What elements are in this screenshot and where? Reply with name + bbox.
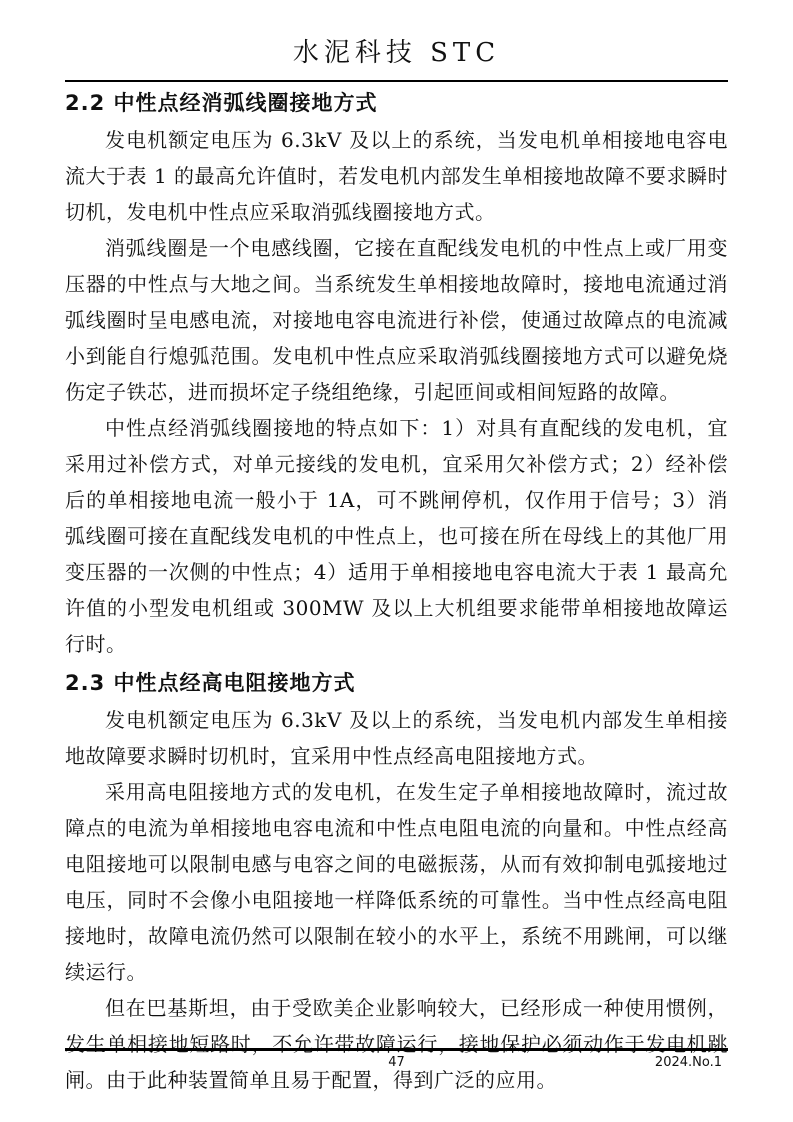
- journal-title: 水泥科技 STC: [292, 38, 501, 68]
- paragraph: 但在巴基斯坦，由于受欧美企业影响较大，已经形成一种使用惯例，发生单相接地短路时，不允许带故障运行，接地保护必须动作于发电机跳闸。由于此种装置简单且易于配置，得到广泛的应用。: [65, 996, 728, 1092]
- header-rule: [65, 80, 728, 82]
- paragraph: 发电机额定电压为 6.3kV 及以上的系统，当发电机单相接地电容电流大于表 1 的最高允许值时，若发电机内部发生单相接地故障不要求瞬时切机，发电机中性点应采取消弧线圈接地方式。: [65, 128, 728, 224]
- page-number: 47: [388, 1055, 405, 1070]
- footer-row: [65, 1051, 728, 1075]
- paragraph: 采用高电阻接地方式的发电机，在发生定子单相接地故障时，流过故障点的电流为单相接地电容电流和中性点电阻电流的向量和。中性点经高电阻接地可以限制电感与电容之间的电磁振荡，从而有效抑制电弧接地过电压，同时不会像小电阻接地一样降低系统的可靠性。当中性点经高电阻接地时，故障电流仍然可以限制在较小的水平上，系统不用跳闸，可以继续运行。: [65, 780, 728, 984]
- paragraph: 发电机额定电压为 6.3kV 及以上的系统，当发电机内部发生单相接地故障要求瞬时切机时，宜采用中性点经高电阻接地方式。: [65, 708, 728, 768]
- journal-header: [65, 32, 728, 82]
- section-heading-2-3: 2.3 中性点经高电阻接地方式: [65, 671, 356, 695]
- section-heading-2-2: 2.2 中性点经消弧线圈接地方式: [65, 91, 378, 115]
- issue-label: 2024.No.1: [654, 1055, 722, 1070]
- paragraph: 中性点经消弧线圈接地的特点如下：1）对具有直配线的发电机，宜采用过补偿方式，对单元接线的发电机，宜采用欠补偿方式；2）经补偿后的单相接地电流一般小于 1A，可不跳闸停机，仅作用于信号；3）消弧线圈可接在直配线发电机的中性点上，也可接在所在母线上的其他厂用变压器的一次侧的中性点；4）适用于单相接地电容电流大于表 1 最高允许值的小型发电机组或 300MW 及以上大机组要求能带单相接地故障运行时。: [65, 416, 728, 656]
- page-footer: [65, 1048, 728, 1075]
- paragraph: 消弧线圈是一个电感线圈，它接在直配线发电机的中性点上或厂用变压器的中性点与大地之间。当系统发生单相接地故障时，接地电流通过消弧线圈时呈电感电流，对接地电容电流进行补偿，使通过故障点的电流减小到能自行熄弧范围。发电机中性点应采取消弧线圈接地方式可以避免烧伤定子铁芯，进而损坏定子绕组绝缘，引起匝间或相间短路的故障。: [65, 236, 728, 404]
